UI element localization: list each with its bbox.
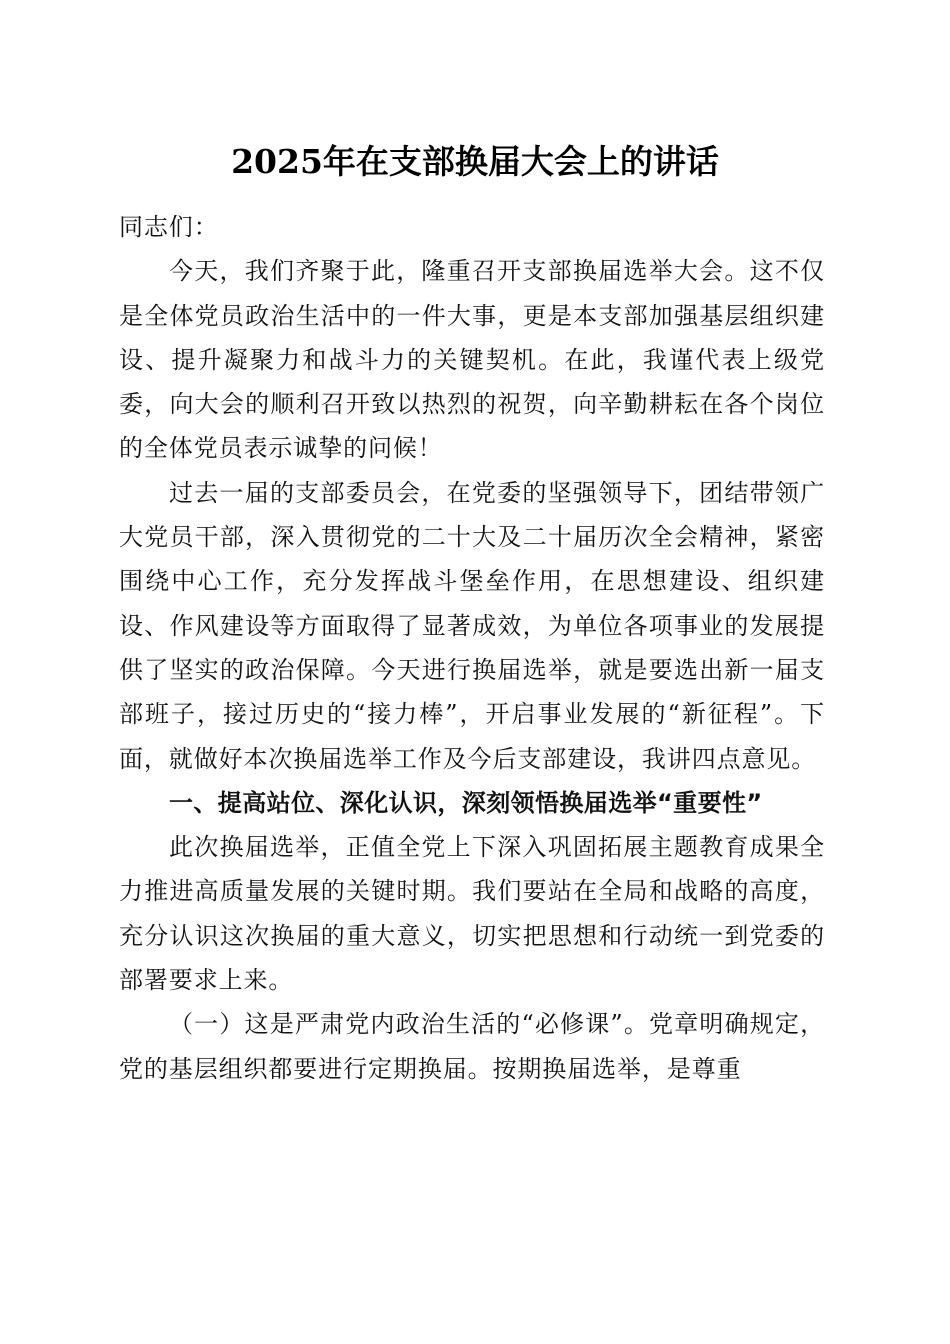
section-heading-1: 一、提高站位、深化认识，深刻领悟换届选举“重要性”: [169, 788, 763, 817]
paragraph-review: 过去一届的支部委员会，在党委的坚强领导下，团结带领广大党员干部，深入贯彻党的二十大及二十届历次全会精神，紧密围绕中心工作，充分发挥战斗堡垒作用，在思想建设、组织建设、作风建设等方面取得了显著成效，为单位各项事业的发展提供了坚实的政治保障。今天进行换届选举，就是要选出新一届支部班子，接过历史的“接力棒”，开启事业发展的“新征程”。下面，就做好本次换届选举工作及今后支部建设，我讲四点意见。: [119, 478, 825, 773]
paragraph-opening: 今天，我们齐聚于此，隆重召开支部换届选举大会。这不仅是全体党员政治生活中的一件大事，更是本支部加强基层组织建设、提升凝聚力和战斗力的关键契机。在此，我谨代表上级党委，向大会的顺利召开致以热烈的祝贺，向辛勤耕耘在各个岗位的全体党员表示诚挚的问候！: [119, 257, 825, 463]
salutation: 同志们：: [119, 213, 219, 241]
section-1-paragraph: 此次换届选举，正值全党上下深入巩固拓展主题教育成果全力推进高质量发展的关键时期。我们要站在全局和战略的高度，充分认识这次换届的重大意义，切实把思想和行动统一到党委的部署要求上来。: [119, 833, 825, 995]
document-title: 2025年在支部换届大会上的讲话: [231, 142, 719, 181]
subsection-1-paragraph: （一）这是严肃党内政治生活的“必修课”。党章明确规定，党的基层组织都要进行定期换届。按期换届选举，是尊重: [119, 1010, 825, 1083]
document-body: [119, 205, 825, 1091]
